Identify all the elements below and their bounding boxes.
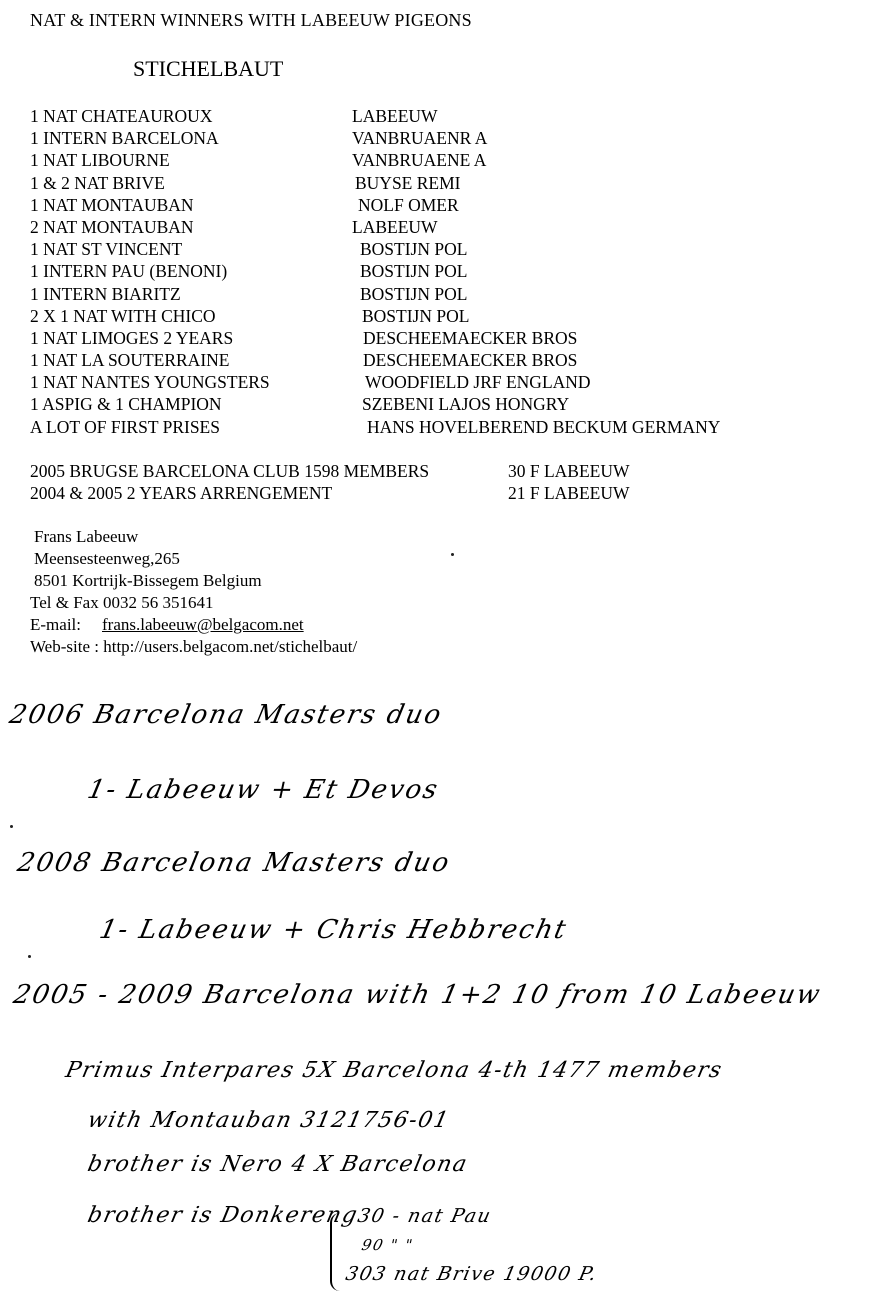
result-winner: VANBRUAENE A: [352, 150, 487, 171]
result-winner: WOODFIELD JRF ENGLAND: [365, 372, 591, 393]
result-event: 1 NAT LA SOUTERRAINE: [30, 350, 230, 371]
scan-speck: [10, 825, 13, 828]
result-event: 1 ASPIG & 1 CHAMPION: [30, 394, 222, 415]
handwritten-line-4: 1- Labeeuw + Chris Hebbrecht: [96, 915, 571, 945]
result-winner: DESCHEEMAECKER BROS: [363, 350, 578, 371]
scan-speck: [28, 955, 31, 958]
result-winner: LABEEUW: [352, 106, 438, 126]
result-winner: BOSTIJN POL: [360, 261, 468, 282]
result-winner: LABEEUW: [352, 216, 438, 237]
result-event: 1 & 2 NAT BRIVE: [30, 172, 165, 193]
result-winner: DESCHEEMAECKER BROS: [363, 327, 578, 348]
result-winner: SZEBENI LAJOS HONGRY: [362, 394, 570, 415]
handwritten-line-9: brother is Donkereng: [85, 1203, 361, 1228]
club-result-event: 2004 & 2005 2 YEARS ARRENGEMENT: [30, 483, 333, 504]
contact-name: Frans Labeeuw: [34, 527, 139, 546]
result-winner: VANBRUAENR A: [352, 128, 488, 149]
page-title: NAT & INTERN WINNERS WITH LABEEUW PIGEONS: [30, 10, 472, 30]
contact-email-line: [30, 615, 357, 637]
result-winner: BOSTIJN POL: [360, 283, 468, 304]
handwritten-line-12: 303 nat Brive 19000 P.: [343, 1263, 600, 1285]
result-event: 1 NAT NANTES YOUNGSTERS: [30, 372, 270, 393]
result-event: 1 NAT MONTAUBAN: [30, 194, 194, 215]
contact-website: Web-site : http://users.belgacom.net/stichelbaut/: [30, 637, 358, 656]
page-subtitle: STICHELBAUT: [133, 56, 284, 81]
result-winner: HANS HOVELBEREND BECKUM GERMANY: [367, 416, 721, 437]
contact-city: 8501 Kortrijk-Bissegem Belgium: [34, 571, 262, 590]
contact-email-label: E-mail:: [30, 615, 81, 634]
result-winner: BOSTIJN POL: [360, 239, 468, 260]
handwritten-line-7: with Montauban 3121756-01: [85, 1108, 452, 1133]
handwritten-line-1: 2006 Barcelona Masters duo: [6, 700, 446, 730]
result-event: 1 NAT LIBOURNE: [30, 150, 170, 171]
result-event: 1 INTERN BARCELONA: [30, 128, 219, 149]
result-event: 2 X 1 NAT WITH CHICO: [30, 305, 216, 326]
result-event: 1 NAT LIMOGES 2 YEARS: [30, 327, 234, 348]
result-winner: BOSTIJN POL: [362, 305, 470, 326]
handwritten-brace: [330, 1213, 346, 1291]
handwritten-line-10: 30 - nat Pau: [355, 1205, 494, 1227]
result-event: 1 NAT ST VINCENT: [30, 239, 183, 260]
contact-street: Meensesteenweg,265: [34, 549, 180, 568]
result-event: 2 NAT MONTAUBAN: [30, 216, 194, 237]
handwritten-line-5: 2005 - 2009 Barcelona with 1+2 10 from 10 Labeeuw: [10, 980, 825, 1010]
handwritten-line-11: 90 " ": [360, 1236, 416, 1254]
club-result-winner: 21 F LABEEUW: [508, 483, 630, 504]
result-event: 1 INTERN BIARITZ: [30, 283, 181, 304]
contact-block: [30, 527, 357, 659]
result-winner: BUYSE REMI: [355, 172, 461, 193]
handwritten-line-6: Primus Interpares 5X Barcelona 4-th 1477 members: [63, 1058, 726, 1083]
handwritten-line-8: brother is Nero 4 X Barcelona: [85, 1152, 471, 1177]
result-event: 1 INTERN PAU (BENONI): [30, 261, 228, 282]
club-result-event: 2005 BRUGSE BARCELONA CLUB 1598 MEMBERS: [30, 461, 430, 481]
handwritten-line-2: 1- Labeeuw + Et Devos: [84, 775, 442, 805]
result-event: 1 NAT CHATEAUROUX: [30, 106, 213, 126]
contact-phone: Tel & Fax 0032 56 351641: [30, 593, 214, 612]
result-winner: NOLF OMER: [358, 194, 459, 215]
result-event: A LOT OF FIRST PRISES: [30, 416, 220, 437]
club-result-winner: 30 F LABEEUW: [508, 461, 630, 481]
scan-speck: [451, 553, 454, 556]
contact-email-link[interactable]: frans.labeeuw@belgacom.net: [102, 615, 304, 634]
handwritten-line-3: 2008 Barcelona Masters duo: [14, 848, 454, 878]
